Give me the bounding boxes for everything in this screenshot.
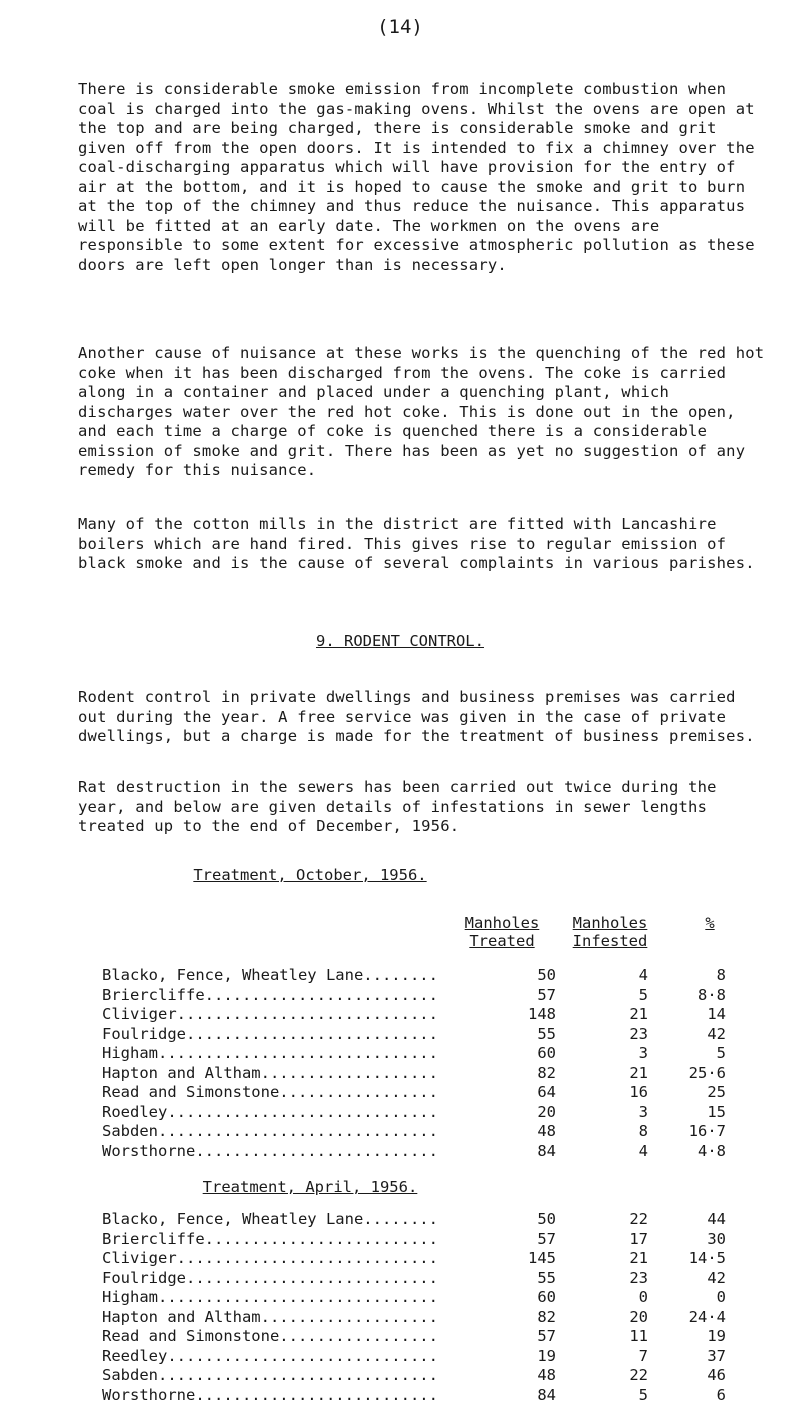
- manholes-treated-cell: 145: [472, 1249, 556, 1269]
- manholes-infested-cell: 21: [556, 1064, 648, 1084]
- table-row: [102, 1210, 726, 1230]
- column-header-treated: Manholes Treated: [452, 914, 552, 950]
- place-cell: Briercliffe.........................: [102, 986, 472, 1006]
- percent-cell: 4·8: [648, 1142, 726, 1162]
- percent-cell: 8: [648, 966, 726, 986]
- column-header-infested: Manholes Infested: [560, 914, 660, 950]
- table-row: [102, 1025, 726, 1045]
- place-cell: Hapton and Altham...................: [102, 1064, 472, 1084]
- percent-cell: 14: [648, 1005, 726, 1025]
- table-row: [102, 1083, 726, 1103]
- table-title-april: Treatment, April, 1956.: [0, 1178, 620, 1198]
- manholes-treated-cell: 50: [472, 1210, 556, 1230]
- table-row: [102, 1122, 726, 1142]
- percent-cell: 0: [648, 1288, 726, 1308]
- place-cell: Roedley.............................: [102, 1103, 472, 1123]
- manholes-infested-cell: 3: [556, 1044, 648, 1064]
- place-cell: Foulridge...........................: [102, 1269, 472, 1289]
- manholes-treated-cell: 60: [472, 1044, 556, 1064]
- manholes-treated-cell: 48: [472, 1122, 556, 1142]
- table-row: [102, 966, 726, 986]
- manholes-treated-cell: 148: [472, 1005, 556, 1025]
- place-cell: Reedley.............................: [102, 1347, 472, 1367]
- manholes-infested-cell: 5: [556, 1386, 648, 1405]
- manholes-infested-cell: 21: [556, 1005, 648, 1025]
- manholes-infested-cell: 22: [556, 1210, 648, 1230]
- manholes-infested-cell: 0: [556, 1288, 648, 1308]
- paragraph-coke-quenching: Another cause of nuisance at these works is the quenching of the red hot coke when it has been discharged from the ovens. The coke is carried along in a container and placed under a quenching plant, which discharges water over the red hot coke. This is done out in the open, and each time a charge of coke is quenched there is a considerable emission of smoke and grit. There has been as yet no suggestion of any remedy for this nuisance.: [78, 344, 768, 481]
- section-heading-rodent-control: 9. RODENT CONTROL.: [0, 632, 800, 652]
- manholes-infested-cell: 4: [556, 966, 648, 986]
- manholes-treated-cell: 84: [472, 1386, 556, 1405]
- table-row: [102, 1347, 726, 1367]
- manholes-treated-cell: 82: [472, 1308, 556, 1328]
- manholes-infested-cell: 21: [556, 1249, 648, 1269]
- place-cell: Sabden..............................: [102, 1366, 472, 1386]
- percent-cell: 42: [648, 1269, 726, 1289]
- manholes-infested-cell: 3: [556, 1103, 648, 1123]
- table-row: [102, 1064, 726, 1084]
- manholes-treated-cell: 64: [472, 1083, 556, 1103]
- manholes-treated-cell: 60: [472, 1288, 556, 1308]
- place-cell: Sabden..............................: [102, 1122, 472, 1142]
- table-row: [102, 986, 726, 1006]
- percent-cell: 24·4: [648, 1308, 726, 1328]
- manholes-treated-cell: 55: [472, 1025, 556, 1045]
- table-row: [102, 1230, 726, 1250]
- percent-cell: 30: [648, 1230, 726, 1250]
- manholes-treated-cell: 55: [472, 1269, 556, 1289]
- percent-cell: 6: [648, 1386, 726, 1405]
- paragraph-rat-destruction: Rat destruction in the sewers has been carried out twice during the year, and below are given details of infestations in sewer lengths treated up to the end of December, 1956.: [78, 778, 768, 837]
- manholes-infested-cell: 8: [556, 1122, 648, 1142]
- percent-cell: 42: [648, 1025, 726, 1045]
- manholes-infested-cell: 17: [556, 1230, 648, 1250]
- place-cell: Higham..............................: [102, 1288, 472, 1308]
- column-header-percent: %: [690, 914, 730, 932]
- place-cell: Worsthorne..........................: [102, 1386, 472, 1405]
- manholes-treated-cell: 82: [472, 1064, 556, 1084]
- place-cell: Higham..............................: [102, 1044, 472, 1064]
- manholes-treated-cell: 48: [472, 1366, 556, 1386]
- paragraph-cotton-mills: Many of the cotton mills in the district are fitted with Lancashire boilers which are hand fired. This gives rise to regular emission of black smoke and is the cause of several complaints in various parishes.: [78, 515, 768, 574]
- manholes-treated-cell: 19: [472, 1347, 556, 1367]
- page-number: (14): [0, 18, 800, 38]
- table-row: [102, 1366, 726, 1386]
- place-cell: Hapton and Altham...................: [102, 1308, 472, 1328]
- manholes-infested-cell: 23: [556, 1025, 648, 1045]
- table-row: [102, 1005, 726, 1025]
- manholes-infested-cell: 11: [556, 1327, 648, 1347]
- percent-cell: 25·6: [648, 1064, 726, 1084]
- table-row: [102, 1044, 726, 1064]
- place-cell: Worsthorne..........................: [102, 1142, 472, 1162]
- manholes-infested-cell: 22: [556, 1366, 648, 1386]
- place-cell: Read and Simonstone.................: [102, 1083, 472, 1103]
- percent-cell: 25: [648, 1083, 726, 1103]
- table-row: [102, 1103, 726, 1123]
- percent-cell: 46: [648, 1366, 726, 1386]
- percent-cell: 14·5: [648, 1249, 726, 1269]
- place-cell: Read and Simonstone.................: [102, 1327, 472, 1347]
- manholes-treated-cell: 57: [472, 1327, 556, 1347]
- paragraph-rodent-control: Rodent control in private dwellings and business premises was carried out during the year. A free service was given in the case of private dwellings, but a charge is made for the treatment of business premises.: [78, 688, 768, 747]
- place-cell: Briercliffe.........................: [102, 1230, 472, 1250]
- manholes-infested-cell: 5: [556, 986, 648, 1006]
- infestation-table-october: [102, 966, 726, 1161]
- percent-cell: 16·7: [648, 1122, 726, 1142]
- percent-cell: 5: [648, 1044, 726, 1064]
- percent-cell: 15: [648, 1103, 726, 1123]
- manholes-infested-cell: 23: [556, 1269, 648, 1289]
- table-row: [102, 1386, 726, 1405]
- table-row: [102, 1327, 726, 1347]
- percent-cell: 8·8: [648, 986, 726, 1006]
- manholes-infested-cell: 16: [556, 1083, 648, 1103]
- manholes-infested-cell: 7: [556, 1347, 648, 1367]
- table-title-october: Treatment, October, 1956.: [0, 866, 620, 886]
- place-cell: Cliviger............................: [102, 1249, 472, 1269]
- percent-cell: 19: [648, 1327, 726, 1347]
- percent-cell: 37: [648, 1347, 726, 1367]
- manholes-infested-cell: 20: [556, 1308, 648, 1328]
- table-row: [102, 1249, 726, 1269]
- manholes-treated-cell: 57: [472, 986, 556, 1006]
- table-row: [102, 1269, 726, 1289]
- percent-cell: 44: [648, 1210, 726, 1230]
- table-row: [102, 1142, 726, 1162]
- place-cell: Cliviger............................: [102, 1005, 472, 1025]
- infestation-table-april: [102, 1210, 726, 1405]
- place-cell: Blacko, Fence, Wheatley Lane........: [102, 966, 472, 986]
- manholes-treated-cell: 50: [472, 966, 556, 986]
- table-row: [102, 1288, 726, 1308]
- manholes-treated-cell: 20: [472, 1103, 556, 1123]
- manholes-infested-cell: 4: [556, 1142, 648, 1162]
- manholes-treated-cell: 57: [472, 1230, 556, 1250]
- paragraph-smoke-emission: There is considerable smoke emission from incomplete combustion when coal is charged into the gas-making ovens. Whilst the ovens are open at the top and are being charged, there is considerable smoke and grit given off from the open doors. It is intended to fix a chimney over the coal-discharging apparatus which will have provision for the entry of air at the bottom, and it is hoped to cause the smoke and grit to burn at the top of the chimney and thus reduce the nuisance. This apparatus will be fitted at an early date. The workmen on the ovens are responsible to some extent for excessive atmospheric pollution as these doors are left open longer than is necessary.: [78, 80, 768, 275]
- place-cell: Foulridge...........................: [102, 1025, 472, 1045]
- place-cell: Blacko, Fence, Wheatley Lane........: [102, 1210, 472, 1230]
- table-row: [102, 1308, 726, 1328]
- manholes-treated-cell: 84: [472, 1142, 556, 1162]
